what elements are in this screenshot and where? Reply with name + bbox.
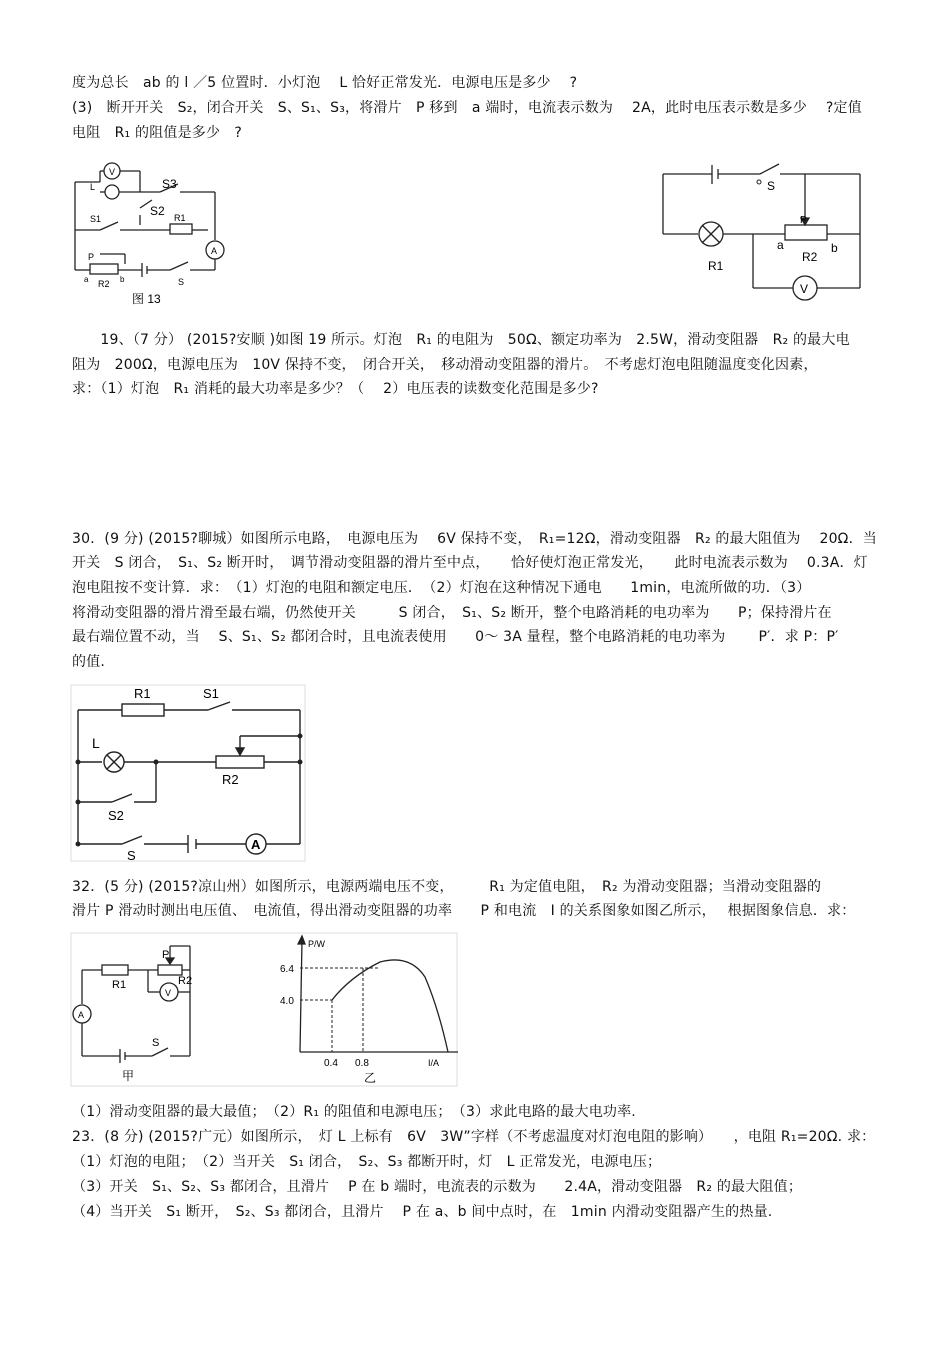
text-line: 度为总长 ab 的 l ／5 位置时．小灯泡 L 恰好正常发光．电源电压是多少 ?: [72, 75, 578, 91]
circuit-figure-30: [70, 684, 306, 862]
resistor-r1-label: R1: [134, 686, 151, 701]
text-line: 最右端位置不动，当 S、S₁、S₂ 都闭合时，且电流表使用 0～ 3A 量程，整个电路消耗的电功率为 P′．求 P：P′: [72, 629, 839, 645]
circuit-figure-13: [70, 160, 240, 310]
voltmeter-label: V: [165, 988, 172, 998]
figure-caption: 图 13: [132, 292, 161, 306]
text-line: (3) 断开开关 S₂，闭合开关 S、S₁、S₃，将滑片 P 移到 a 端时，电流表示数为 2A，此时电压表示数是多少 ?定值: [72, 100, 862, 116]
terminal-a-label: a: [84, 275, 89, 284]
switch-s2-label: S2: [150, 204, 165, 218]
text-line: 19、（7 分） (2015?安顺 )如图 19 所示。灯泡 R₁ 的电阻为 50Ω、额定功率为 2.5W，滑动变阻器 R₂ 的最大电: [72, 332, 850, 348]
switch-s1-label: S1: [203, 686, 219, 701]
x-tick-0-8: 0.8: [355, 1058, 369, 1069]
circuit-jia: [73, 946, 193, 1063]
switch-s-label: S: [767, 179, 776, 193]
circuit-figure-right: [655, 160, 870, 305]
text-line: 阻为 200Ω，电源电压为 10V 保持不变， 闭合开关， 移动滑动变阻器的滑片。 不考虑灯泡电阻随温度变化因素，: [72, 357, 818, 373]
terminal-b-label: b: [831, 241, 838, 255]
resistor-r1-label: R1: [112, 979, 127, 991]
voltmeter-label: V: [109, 167, 116, 177]
lamp-r1-label: R1: [708, 259, 724, 273]
text-line: 将滑动变阻器的滑片滑至最右端，仍然使开关 S 闭合， S₁、S₂ 断开，整个电路消耗的电功率为 P；保持滑片在: [72, 605, 832, 621]
voltmeter-label: V: [800, 282, 809, 296]
resistor-r2-label: R2: [98, 279, 110, 289]
text-line: 23．(8 分) (2015?广元）如图所示， 灯 L 上标有 6V 3W”字样（不考虑温度对灯泡电阻的影响） ，电阻 R₁=20Ω. 求：: [72, 1129, 876, 1145]
text-line: （1）灯泡的电阻； （2）当开关 S₁ 闭合， S₂、S₃ 都断开时，灯 L 正常发光，电源电压；: [72, 1154, 662, 1170]
x-axis-label: I/A: [428, 1058, 440, 1068]
text-line: 泡电阻按不变计算．求： （1）灯泡的电阻和额定电压． （2）灯泡在这种情况下通电 1min，电流所做的功．（3）: [72, 580, 811, 596]
text-line: （4）当开关 S₁ 断开， S₂、S₃ 都闭合，且滑片 P 在 a、b 间中点时，在 1min 内滑动变阻器产生的热量.: [72, 1204, 773, 1220]
switch-s-label: S: [127, 848, 136, 862]
y-tick-4-0: 4.0: [280, 996, 294, 1007]
text-line: 的值.: [72, 654, 106, 670]
switch-s-label: S: [152, 1037, 160, 1049]
switch-s2-label: S2: [108, 808, 124, 823]
lamp-label: L: [90, 182, 96, 192]
ammeter-label: A: [251, 837, 261, 852]
text-line: 开关 S 闭合， S₁、S₂ 断开时， 调节滑动变阻器的滑片至中点， 恰好使灯泡正常发光， 此时电流表示数为 0.3A．灯: [72, 555, 868, 571]
x-tick-0-4: 0.4: [324, 1058, 338, 1069]
y-tick-6-4: 6.4: [280, 964, 294, 975]
figure-caption-jia: 甲: [122, 1069, 135, 1083]
text-line: （1）滑动变阻器的最大最值； （2）R₁ 的阻值和电源电压； （3）求此电路的最大电功率.: [72, 1104, 636, 1120]
text-line: （3）开关 S₁、S₂、S₃ 都闭合，且滑片 P 在 b 端时，电流表的示数为 2.4A，滑动变阻器 R₂ 的最大阻值；: [72, 1179, 803, 1195]
y-axis-label: P/W: [308, 939, 325, 949]
terminal-a-label: a: [777, 238, 784, 252]
switch-s-label: S: [178, 277, 185, 287]
slider-label: P: [162, 949, 170, 961]
terminal-b-label: b: [120, 275, 125, 284]
graph-yi: [298, 936, 458, 1052]
figure-caption-yi: 乙: [364, 1071, 377, 1085]
switch-s3-label: S3: [162, 177, 177, 191]
slider-label: P: [800, 215, 807, 226]
text-line: 求：（1）灯泡 R₁ 消耗的最大功率是多少？（ 2）电压表的读数变化范围是多少?: [72, 381, 599, 397]
switch-s1-label: S1: [90, 214, 102, 224]
lamp-label: L: [92, 735, 100, 751]
figure-32: [70, 932, 458, 1087]
resistor-r2-label: R2: [178, 975, 193, 987]
text-line: 电阻 R₁ 的阻值是多少 ?: [72, 125, 243, 141]
text-line: 滑片 P 滑动时测出电压值、 电流值，得出滑动变阻器的功率 P 和电流 I 的关系图象如图乙所示， 根据图象信息．求：: [72, 903, 856, 919]
resistor-r2-label: R2: [802, 250, 818, 264]
resistor-r1-label: R1: [174, 213, 186, 223]
ammeter-label: A: [211, 246, 218, 256]
text-line: 30．(9 分) (2015?聊城）如图所示电路， 电源电压为 6V 保持不变， R₁=12Ω，滑动变阻器 R₂ 的最大阻值为 20Ω．当: [72, 531, 877, 547]
slider-label: P: [88, 252, 95, 262]
text-line: 32．(5 分) (2015?凉山州）如图所示，电源两端电压不变， R₁ 为定值电阻， R₂ 为滑动变阻器；当滑动变阻器的: [72, 879, 822, 895]
resistor-r2-label: R2: [222, 772, 239, 787]
ammeter-label: A: [78, 1010, 85, 1020]
